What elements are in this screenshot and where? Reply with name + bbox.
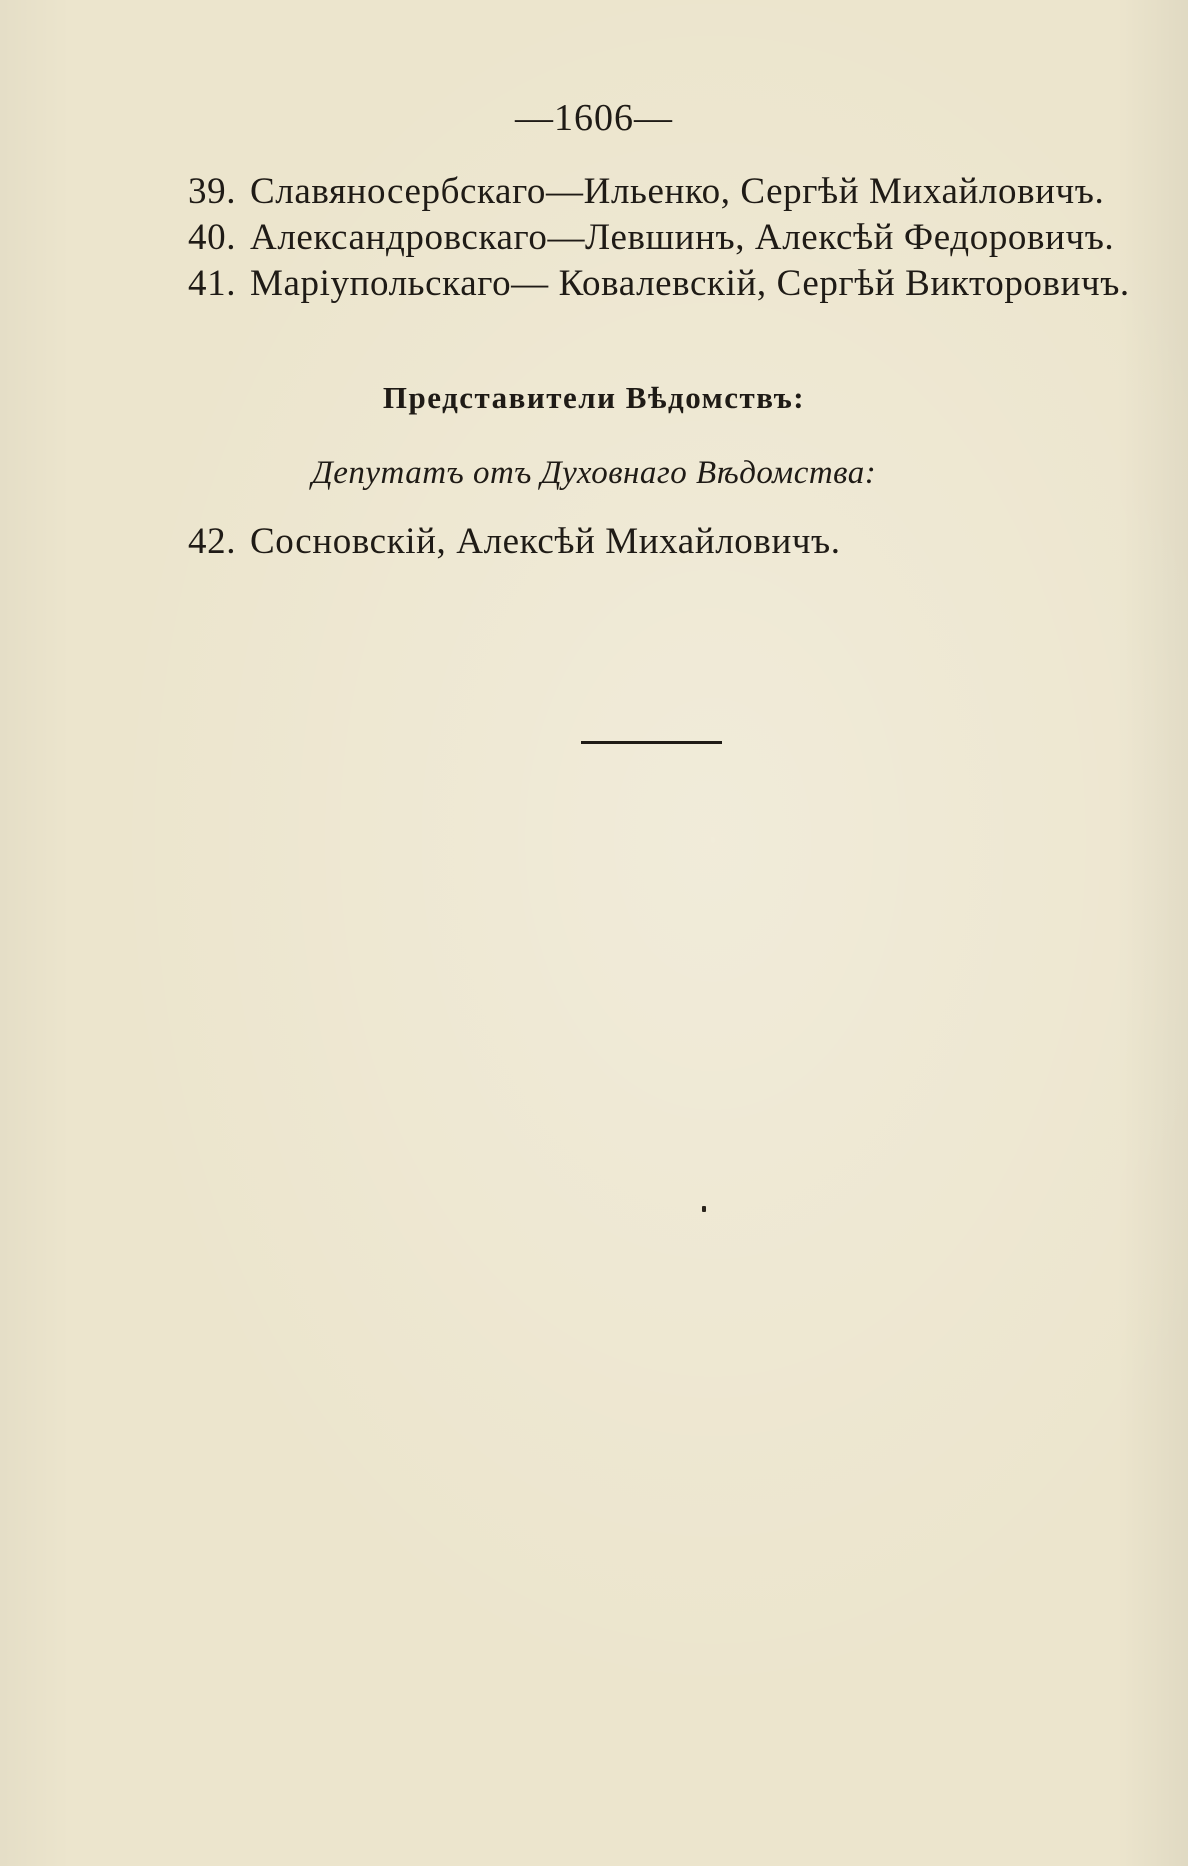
entry-text: Маріупольскаго— Ковалевскій, Сергѣй Викторовичъ. bbox=[250, 263, 1130, 304]
list-item bbox=[188, 170, 1104, 213]
page-number: —1606— bbox=[515, 97, 673, 139]
entry-number: 42. bbox=[188, 521, 237, 562]
ink-speck bbox=[702, 1206, 706, 1212]
list-item bbox=[188, 520, 841, 563]
entry-text: Александровскаго—Левшинъ, Алексѣй Федоровичъ. bbox=[250, 217, 1115, 258]
list-item bbox=[188, 216, 1114, 259]
horizontal-rule bbox=[581, 741, 722, 744]
list-item bbox=[188, 262, 1130, 305]
sub-heading: Депутатъ отъ Духовнаго Вѣдомства: bbox=[311, 455, 877, 491]
entry-text: Сосновскій, Алексѣй Михайловичъ. bbox=[250, 521, 841, 562]
entry-number: 39. bbox=[188, 171, 237, 212]
entry-number: 40. bbox=[188, 217, 237, 258]
entry-number: 41. bbox=[188, 263, 237, 304]
entry-text: Славяносербскаго—Ильенко, Сергѣй Михайловичъ. bbox=[250, 171, 1105, 212]
section-heading: Представители Вѣдомствъ: bbox=[382, 380, 806, 415]
